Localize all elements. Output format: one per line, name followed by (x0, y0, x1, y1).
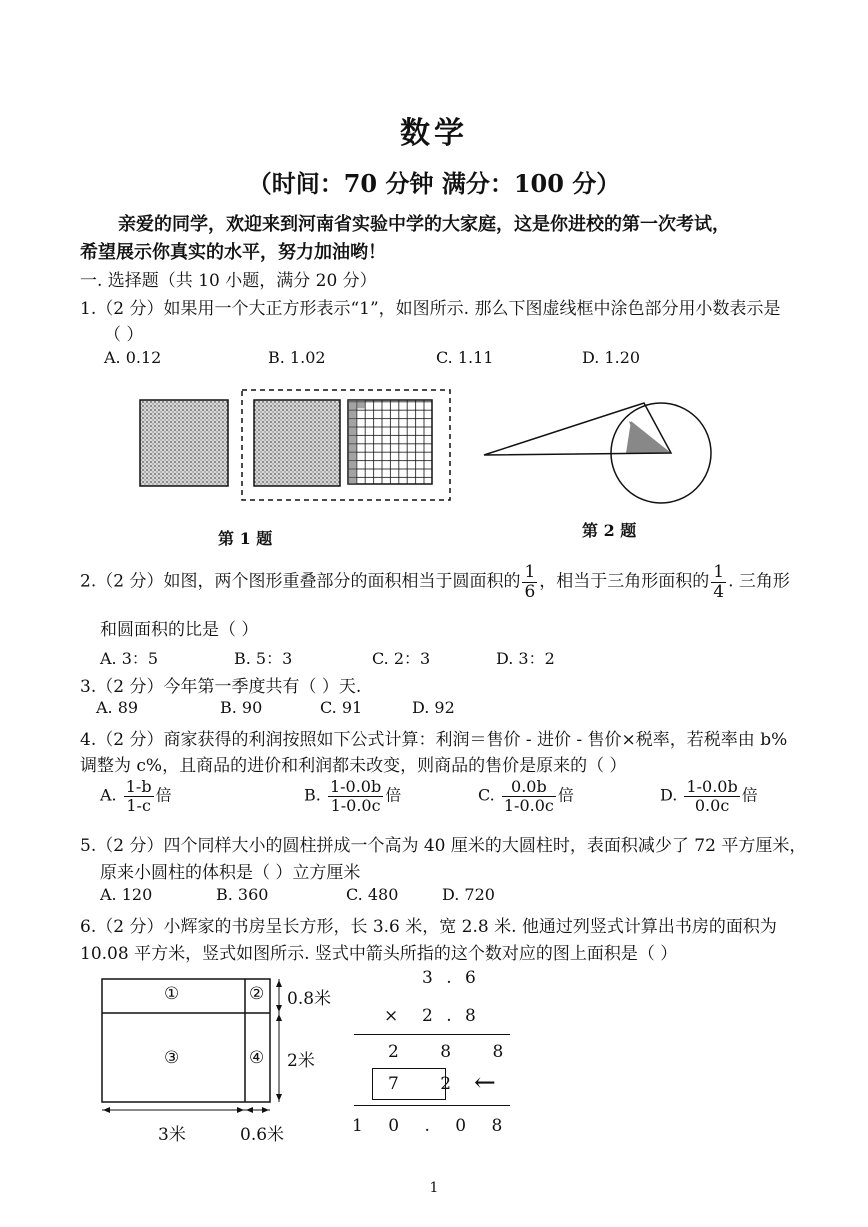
q5-option-c: C. 480 (346, 885, 399, 904)
q2-stem-post: . 三角形 (728, 571, 790, 592)
q3-option-c: C. 91 (320, 698, 363, 717)
calc-row-4: 7 2 (388, 1074, 470, 1094)
q5-option-b: B. 360 (216, 885, 269, 904)
vertical-multiplication (350, 966, 540, 1146)
exam-info: （时间：70 分钟 满分：100 分） (247, 169, 621, 198)
calc-row-2: 2 . 8 (422, 1006, 480, 1026)
region-3: ③ (164, 1048, 180, 1068)
q1-option-b: B. 1.02 (268, 348, 326, 367)
page-title: 数学 (400, 116, 468, 151)
q3-option-a: A. 89 (96, 698, 139, 717)
page-number: 1 (429, 1180, 439, 1196)
q4-stem-2: 调整为 c%，且商品的进价和利润都未改变，则商品的售价是原来的（ ） (80, 756, 627, 776)
q4-option-b: B. $\frac{1-0.0b}{1-0.0c}$ 倍 (304, 777, 402, 815)
figure-1 (130, 385, 460, 510)
calc-row-1: 3 . 6 (422, 968, 480, 988)
q1-option-c: C. 1.11 (436, 348, 494, 367)
region-1: ① (164, 984, 180, 1004)
calc-operator: × (384, 1006, 399, 1026)
q6-stem: 6.（2 分）小辉家的书房呈长方形，长 3.6 米，宽 2.8 米. 他通过列竖式计算出书房的面积为 (80, 917, 777, 937)
q5-option-a: A. 120 (100, 885, 153, 904)
dim-right-bottom: 2米 (287, 1051, 315, 1071)
grid-square (348, 400, 432, 484)
q4-d-fraction: $\frac{1-0.0b}{0.0c}$ (686, 777, 738, 815)
figure-2-caption: 第 2 题 (582, 521, 637, 540)
calc-row-3: 2 8 8 (388, 1042, 522, 1062)
unit-square (140, 400, 228, 486)
shaded-square (254, 400, 340, 486)
q5-stem: 5.（2 分）四个同样大小的圆柱拼成一个高为 40 厘米的大圆柱时，表面积减少了 72 平方厘米， (80, 836, 807, 856)
region-4: ④ (249, 1048, 265, 1068)
dim-bottom-left: 3米 (158, 1125, 186, 1145)
q2-question: 和圆面积的比是（ ） (100, 620, 259, 640)
q5-stem-2: 原来小圆柱的体积是（ ）立方厘米 (100, 863, 361, 883)
q4-option-a: A. $\frac{1-b}{1-c}$ 倍 (100, 777, 172, 815)
figure-2 (476, 395, 726, 510)
q2-stem-mid: ，相当于三角形面积的 (539, 571, 710, 592)
q2-option-c: C. 2：3 (372, 649, 431, 668)
figure-1-caption: 第 1 题 (218, 529, 273, 548)
grid-shaded-column (348, 400, 356, 484)
q4-stem: 4.（2 分）商家获得的利润按照如下公式计算：利润＝售价 - 进价 - 售价×税率，若税率由 b% (80, 730, 788, 750)
calc-rule-1 (354, 1034, 510, 1035)
fraction-one-sixth: $\frac{1}{6}$ (524, 562, 536, 602)
q4-a-fraction: $\frac{1-b}{1-c}$ (125, 777, 152, 815)
intro-line-2: 希望展示你真实的水平，努力加油哟！ (80, 242, 386, 263)
room-diagram (96, 970, 336, 1145)
region-2: ② (249, 984, 265, 1004)
q4-c-fraction: $\frac{0.0b}{1-0.0c}$ (503, 777, 554, 815)
q2-option-b: B. 5：3 (234, 649, 293, 668)
q2-stem-pre: 2.（2 分）如图，两个图形重叠部分的面积相当于圆面积的 (80, 571, 521, 592)
q3-option-b: B. 90 (220, 698, 263, 717)
fraction-one-quarter: $\frac{1}{4}$ (713, 562, 725, 602)
q4-option-d: D. $\frac{1-0.0b}{0.0c}$ 倍 (660, 777, 758, 815)
intro-line-1: 亲爱的同学，欢迎来到河南省实验中学的大家庭，这是你进校的第一次考试， (118, 214, 730, 235)
q2-stem (80, 563, 790, 601)
calc-result: 1 0 . 0 8 (352, 1116, 513, 1136)
q5-option-d: D. 720 (442, 885, 495, 904)
q3-stem: 3.（2 分）今年第一季度共有（ ）天. (80, 677, 362, 697)
q1-stem: 1.（2 分）如果用一个大正方形表示“1”，如图所示. 那么下图虚线框中涂色部分用小数表示是 (80, 299, 781, 319)
q1-blank: （ ） (104, 325, 144, 345)
dim-right-top: 0.8米 (287, 989, 332, 1009)
q1-option-d: D. 1.20 (582, 348, 641, 367)
section-heading: 一. 选择题（共 10 小题，满分 20 分） (80, 271, 377, 291)
q4-option-c: C. $\frac{0.0b}{1-0.0c}$ 倍 (478, 777, 574, 815)
q2-option-d: D. 3：2 (496, 649, 555, 668)
q3-option-d: D. 92 (412, 698, 455, 717)
q6-stem-2: 10.08 平方米，竖式如图所示. 竖式中箭头所指的这个数对应的图上面积是（ ） (80, 944, 678, 964)
calc-rule-2 (354, 1105, 510, 1106)
q2-option-a: A. 3：5 (100, 649, 159, 668)
q1-option-a: A. 0.12 (104, 348, 162, 367)
q4-b-fraction: $\frac{1-0.0b}{1-0.0c}$ (329, 777, 382, 815)
arrow-left-icon: ← (474, 1068, 496, 1098)
grid-shaded-cell (356, 400, 364, 408)
dim-bottom-right: 0.6米 (240, 1125, 285, 1145)
